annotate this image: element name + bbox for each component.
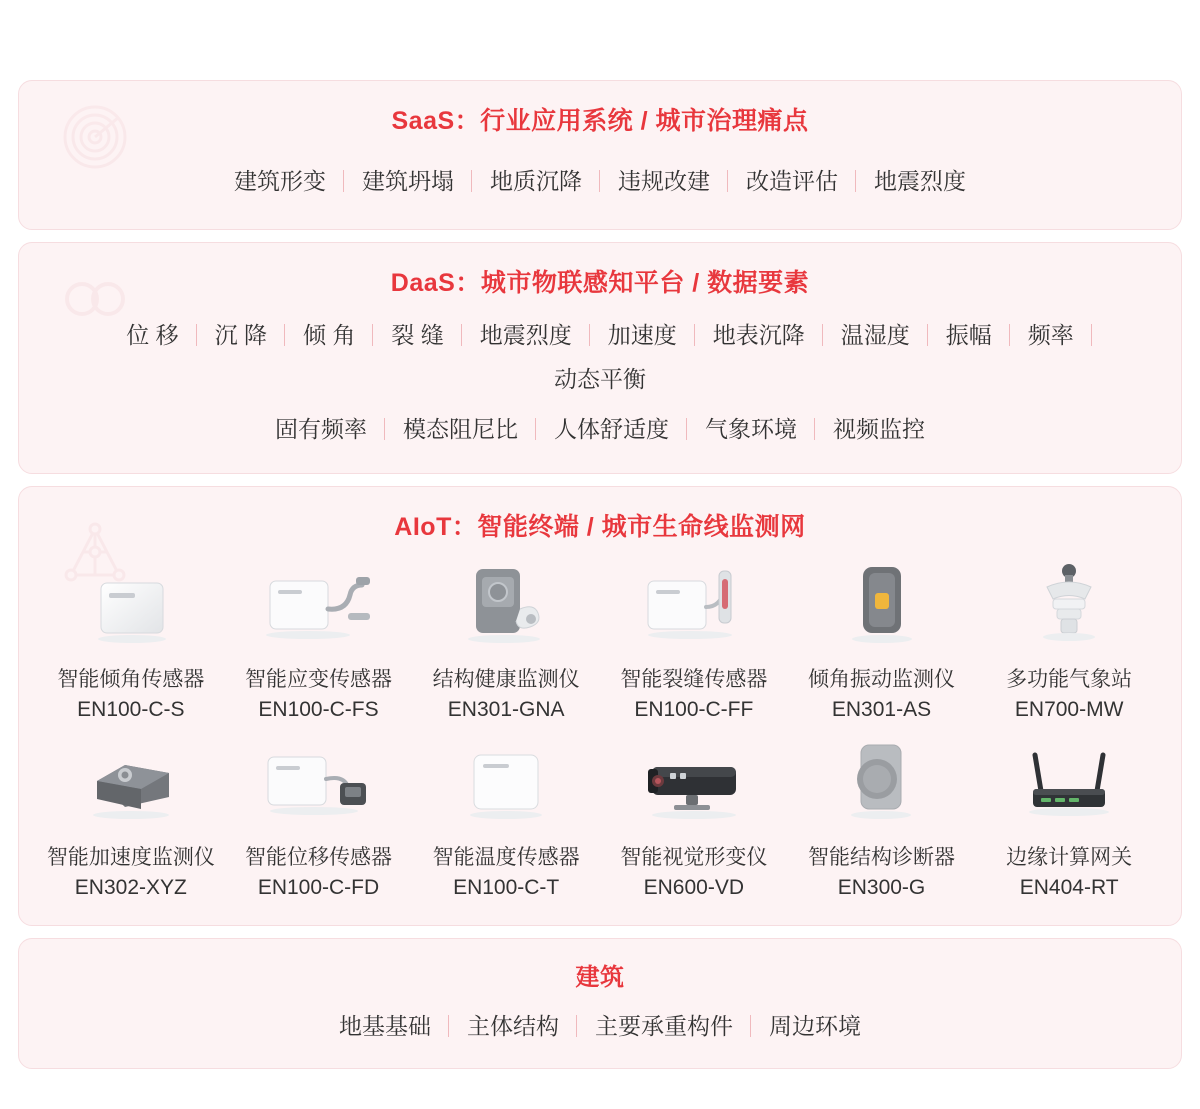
square-white-sensor-icon	[61, 557, 201, 657]
panel-aiot-title-main: 智能终端 / 城市生命线监测网	[477, 513, 806, 541]
panel-building	[18, 938, 1182, 1069]
device-card[interactable]	[37, 557, 225, 725]
panel-saas	[18, 80, 1182, 230]
device-card[interactable]	[225, 557, 413, 725]
device-name: 多功能气象站	[1006, 668, 1133, 691]
panel-aiot-title-prefix: AIoT：	[394, 513, 478, 541]
device-model: EN100-C-FS	[258, 698, 379, 721]
temperature-panel-icon	[436, 735, 576, 835]
device-model: EN301-GNA	[447, 698, 565, 721]
crack-sensor-probe-icon	[624, 557, 764, 657]
device-model: EN100-C-T	[453, 876, 560, 899]
saas-tag[interactable]: 改造评估	[728, 159, 856, 203]
daas-tag[interactable]: 位 移	[108, 313, 196, 357]
daas-tag[interactable]: 裂 缝	[373, 313, 461, 357]
device-name: 智能加速度监测仪	[46, 846, 215, 869]
edge-gateway-router-icon	[999, 735, 1139, 835]
daas-tag-list-row1	[19, 299, 1181, 407]
device-model: EN404-RT	[1019, 876, 1119, 899]
daas-tag[interactable]: 模态阻尼比	[385, 407, 536, 451]
accelerometer-block-icon	[61, 735, 201, 835]
saas-tag[interactable]: 地质沉降	[472, 159, 600, 203]
device-name: 智能倾角传感器	[57, 668, 205, 691]
building-tag[interactable]: 地基基础	[321, 1004, 449, 1048]
device-card[interactable]	[788, 735, 976, 903]
daas-tag[interactable]: 地震烈度	[462, 313, 590, 357]
daas-tag-list-row2	[19, 407, 1181, 473]
device-model: EN100-C-S	[77, 698, 185, 721]
daas-tag[interactable]: 沉 降	[197, 313, 285, 357]
panel-aiot-title	[19, 487, 1181, 543]
panel-building-title: 建筑	[575, 964, 625, 991]
saas-tag-list	[19, 137, 1181, 229]
device-card[interactable]	[412, 557, 600, 725]
dark-vertical-module-icon	[811, 557, 951, 657]
device-card[interactable]	[600, 735, 788, 903]
device-model: EN301-AS	[831, 698, 932, 721]
displacement-sensor-icon	[248, 735, 388, 835]
daas-tag[interactable]: 固有频率	[257, 407, 385, 451]
round-dial-diagnostic-icon	[811, 735, 951, 835]
panel-saas-title-prefix: SaaS：	[391, 107, 481, 135]
device-model: EN100-C-FD	[257, 876, 380, 899]
daas-tag[interactable]: 气象环境	[687, 407, 815, 451]
daas-tag[interactable]: 地表沉降	[695, 313, 823, 357]
panel-saas-title	[19, 81, 1181, 137]
device-card[interactable]	[600, 557, 788, 725]
device-name: 智能应变传感器	[244, 668, 392, 691]
daas-tag[interactable]: 人体舒适度	[536, 407, 687, 451]
daas-tag[interactable]: 视频监控	[833, 416, 925, 442]
saas-tag[interactable]: 违规改建	[600, 159, 728, 203]
saas-tag[interactable]: 建筑形变	[216, 159, 344, 203]
aiot-device-grid	[19, 543, 1181, 925]
device-card[interactable]	[225, 735, 413, 903]
device-card[interactable]	[788, 557, 976, 725]
strain-sensor-arm-icon	[248, 557, 388, 657]
building-tag[interactable]: 周边环境	[769, 1013, 861, 1039]
saas-tag[interactable]: 地震烈度	[874, 168, 966, 194]
panel-daas-title	[19, 243, 1181, 299]
daas-tag[interactable]: 频率	[1010, 313, 1092, 357]
device-name: 智能视觉形变仪	[620, 846, 768, 869]
daas-tag[interactable]: 振幅	[928, 313, 1010, 357]
panel-daas-title-main: 城市物联感知平台 / 数据要素	[480, 269, 810, 297]
device-model: EN700-MW	[1014, 698, 1124, 721]
device-card[interactable]	[37, 735, 225, 903]
daas-tag[interactable]: 加速度	[590, 313, 695, 357]
building-tag-list	[19, 992, 1181, 1068]
building-tag[interactable]: 主体结构	[449, 1004, 577, 1048]
device-model: EN302-XYZ	[74, 876, 187, 899]
daas-tag[interactable]: 温湿度	[823, 313, 928, 357]
device-name: 倾角振动监测仪	[807, 668, 955, 691]
weather-station-icon	[999, 557, 1139, 657]
device-model: EN100-C-FF	[634, 698, 754, 721]
panel-aiot	[18, 486, 1182, 926]
daas-tag[interactable]: 倾 角	[285, 313, 373, 357]
panel-daas-title-prefix: DaaS：	[390, 269, 481, 297]
daas-tag[interactable]: 动态平衡	[554, 366, 646, 392]
device-model: EN300-G	[837, 876, 926, 899]
device-model: EN600-VD	[643, 876, 745, 899]
bullet-camera-icon	[624, 735, 764, 835]
device-card[interactable]	[975, 557, 1163, 725]
building-tag[interactable]: 主要承重构件	[577, 1004, 751, 1048]
saas-tag[interactable]: 建筑坍塌	[344, 159, 472, 203]
device-name: 结构健康监测仪	[432, 668, 580, 691]
device-name: 智能温度传感器	[432, 846, 580, 869]
device-card[interactable]	[975, 735, 1163, 903]
device-name: 智能位移传感器	[244, 846, 392, 869]
gray-box-antenna-icon	[436, 557, 576, 657]
panel-daas	[18, 242, 1182, 474]
device-name: 边缘计算网关	[1006, 846, 1133, 869]
panel-saas-title-main: 行业应用系统 / 城市治理痛点	[480, 107, 809, 135]
device-name: 智能结构诊断器	[807, 846, 955, 869]
device-card[interactable]	[412, 735, 600, 903]
device-name: 智能裂缝传感器	[620, 668, 768, 691]
